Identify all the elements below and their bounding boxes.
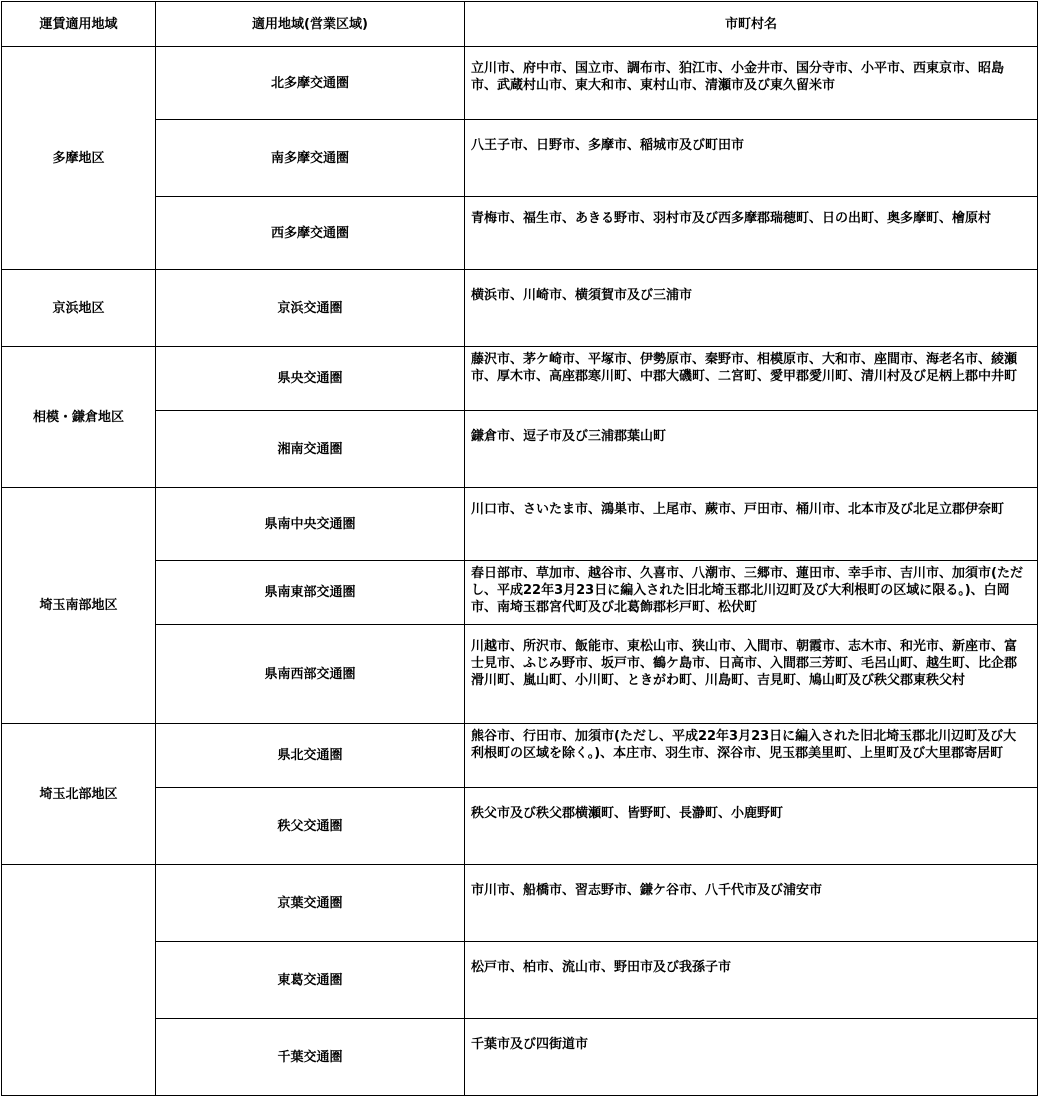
area-name: 県南中央交通圏 — [156, 488, 465, 561]
area-name: 東葛交通圏 — [156, 942, 465, 1019]
region-chiba — [2, 865, 156, 1096]
table-row — [2, 411, 1038, 488]
table-row — [2, 625, 1038, 724]
area-name: 京浜交通圏 — [156, 270, 465, 347]
city-list: 市川市、船橋市、習志野市、鎌ケ谷市、八千代市及び浦安市 — [465, 865, 1038, 942]
area-name: 湘南交通圏 — [156, 411, 465, 488]
city-list: 川口市、さいたま市、鴻巣市、上尾市、蕨市、戸田市、桶川市、北本市及び北足立郡伊奈町 — [465, 488, 1038, 561]
region-sagami-kamakura: 相模・鎌倉地区 — [2, 347, 156, 488]
area-name: 県南西部交通圏 — [156, 625, 465, 724]
table-row — [2, 197, 1038, 270]
table-row — [2, 724, 1038, 788]
city-list: 熊谷市、行田市、加須市(ただし、平成22年3月23日に編入された旧北埼玉郡北川辺町及び大利根町の区域を除く。)、本庄市、羽生市、深谷市、児玉郡美里町、上里町及び大里郡寄居町 — [465, 724, 1038, 788]
table-row — [2, 561, 1038, 625]
header-fare-region: 運賃適用地域 — [2, 2, 156, 47]
header-service-area: 適用地域(営業区域) — [156, 2, 465, 47]
table-row — [2, 942, 1038, 1019]
city-list: 横浜市、川崎市、横須賀市及び三浦市 — [465, 270, 1038, 347]
area-name: 県央交通圏 — [156, 347, 465, 411]
area-name: 南多摩交通圏 — [156, 120, 465, 197]
region-saitama-south: 埼玉南部地区 — [2, 488, 156, 724]
header-municipalities: 市町村名 — [465, 2, 1038, 47]
city-list: 鎌倉市、逗子市及び三浦郡葉山町 — [465, 411, 1038, 488]
city-list: 八王子市、日野市、多摩市、稲城市及び町田市 — [465, 120, 1038, 197]
city-list: 秩父市及び秩父郡横瀬町、皆野町、長瀞町、小鹿野町 — [465, 788, 1038, 865]
area-name: 秩父交通圏 — [156, 788, 465, 865]
city-list: 川越市、所沢市、飯能市、東松山市、狭山市、入間市、朝霞市、志木市、和光市、新座市、富士見市、ふじみ野市、坂戸市、鶴ケ島市、日高市、入間郡三芳町、毛呂山町、越生町、比企郡滑川町、嵐山町、小川町、ときがわ町、川島町、吉見町、鳩山町及び秩父郡東秩父村 — [465, 625, 1038, 724]
city-list: 千葉市及び四街道市 — [465, 1019, 1038, 1096]
fare-region-table — [1, 1, 1038, 1096]
area-name: 県南東部交通圏 — [156, 561, 465, 625]
area-name: 県北交通圏 — [156, 724, 465, 788]
city-list: 立川市、府中市、国立市、調布市、狛江市、小金井市、国分寺市、小平市、西東京市、昭島市、武蔵村山市、東大和市、東村山市、清瀬市及び東久留米市 — [465, 47, 1038, 120]
table-row — [2, 488, 1038, 561]
table-row — [2, 270, 1038, 347]
city-list: 藤沢市、茅ケ崎市、平塚市、伊勢原市、秦野市、相模原市、大和市、座間市、海老名市、綾瀬市、厚木市、高座郡寒川町、中郡大磯町、二宮町、愛甲郡愛川町、清川村及び足柄上郡中井町 — [465, 347, 1038, 411]
area-name: 千葉交通圏 — [156, 1019, 465, 1096]
area-name: 京葉交通圏 — [156, 865, 465, 942]
city-list: 松戸市、柏市、流山市、野田市及び我孫子市 — [465, 942, 1038, 1019]
area-name: 西多摩交通圏 — [156, 197, 465, 270]
region-keihin: 京浜地区 — [2, 270, 156, 347]
city-list: 春日部市、草加市、越谷市、久喜市、八潮市、三郷市、蓮田市、幸手市、吉川市、加須市(ただし、平成22年3月23日に編入された旧北埼玉郡北川辺町及び大利根町の区域に限る。)、白岡市、南埼玉郡宮代町及び北葛飾郡杉戸町、松伏町 — [465, 561, 1038, 625]
region-tama: 多摩地区 — [2, 47, 156, 270]
table-row — [2, 788, 1038, 865]
area-name: 北多摩交通圏 — [156, 47, 465, 120]
table-row — [2, 347, 1038, 411]
table-row — [2, 120, 1038, 197]
table-row — [2, 1019, 1038, 1096]
region-saitama-north: 埼玉北部地区 — [2, 724, 156, 865]
table-row — [2, 47, 1038, 120]
table-row — [2, 865, 1038, 942]
header-row — [2, 2, 1038, 47]
city-list: 青梅市、福生市、あきる野市、羽村市及び西多摩郡瑞穂町、日の出町、奥多摩町、檜原村 — [465, 197, 1038, 270]
